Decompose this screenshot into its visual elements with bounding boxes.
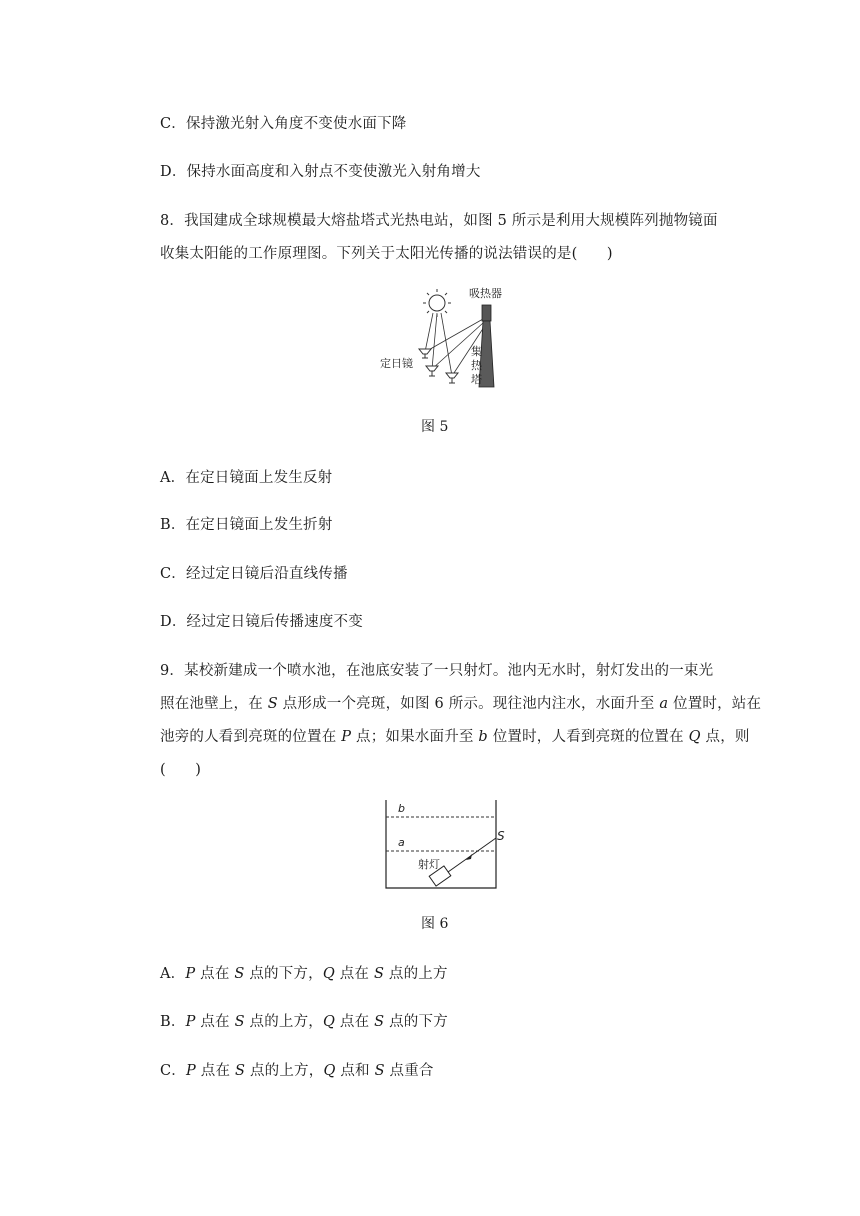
q8-stem-line2: 收集太阳能的工作原理图。下列关于太阳光传播的说法错误的是( ): [160, 246, 613, 262]
figure-6-caption: 图 6: [421, 916, 449, 932]
figure-6-pool-diagram: [380, 796, 510, 892]
figure-5-solar-tower-diagram: [370, 283, 510, 393]
label-absorber: 吸热器: [469, 287, 502, 300]
var-q: Q: [688, 729, 701, 745]
q9-stem-line1: 9．某校新建成一个喷水池，在池底安装了一只射灯。池内无水时，射灯发出的一束光: [160, 663, 714, 679]
label-heliostat: 定日镜: [380, 357, 413, 370]
var-b: b: [478, 729, 488, 745]
label-tower-char2: 热: [471, 359, 482, 372]
sun-icon: [423, 289, 451, 317]
label-s: S: [497, 829, 505, 843]
var-a: a: [659, 696, 669, 712]
q9-option-a: A．P 点在 S 点的下方，Q 点在 S 点的上方: [160, 966, 448, 982]
q8-option-c: C．经过定日镜后沿直线传播: [160, 566, 348, 582]
var-s: S: [267, 696, 278, 712]
label-b: b: [398, 802, 405, 815]
q8-option-b: B．在定日镜面上发生折射: [160, 517, 333, 533]
var-p: P: [341, 729, 352, 745]
q9-stem-line2: 照在池壁上，在 S 点形成一个亮斑，如图 6 所示。现往池内注水，水面升至 a 位置时，站在: [160, 696, 762, 712]
q9-option-b: B．P 点在 S 点的上方，Q 点在 S 点的下方: [160, 1014, 448, 1030]
q8-option-d: D．经过定日镜后传播速度不变: [160, 614, 363, 630]
q9-option-c: C．P 点在 S 点的上方，Q 点和 S 点重合: [160, 1063, 434, 1079]
q9-stem-line4: ( ): [160, 762, 202, 778]
q7-option-c: C．保持激光射入角度不变使水面下降: [160, 116, 407, 132]
q8-stem-line1: 8．我国建成全球规模最大熔盐塔式光热电站，如图 5 所示是利用大规模阵列抛物镜面: [160, 213, 718, 229]
label-tower-char3: 塔: [471, 373, 482, 386]
light-beam: [448, 838, 496, 872]
q8-option-a: A．在定日镜面上发生反射: [160, 470, 333, 486]
q7-option-d: D．保持水面高度和入射点不变使激光入射角增大: [160, 164, 481, 180]
label-tower-char1: 集: [471, 345, 482, 358]
heliostat-mirrors: [419, 349, 458, 383]
absorber-block: [482, 305, 491, 321]
figure-5-caption: 图 5: [421, 419, 449, 435]
label-spotlight: 射灯: [418, 858, 440, 871]
label-a: a: [398, 836, 405, 849]
q9-stem-line3: 池旁的人看到亮斑的位置在 P 点；如果水面升至 b 位置时，人看到亮斑的位置在 Q 点，则: [160, 729, 750, 745]
